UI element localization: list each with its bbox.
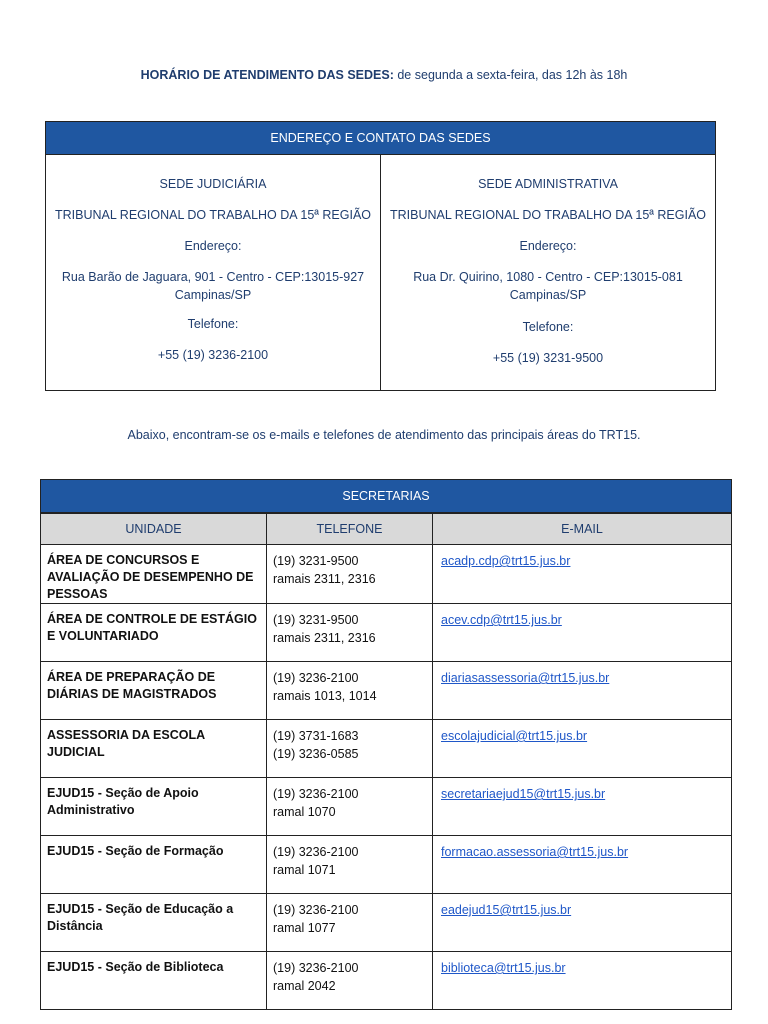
email-link[interactable]: eadejud15@trt15.jus.br (441, 903, 572, 917)
phone-extension: ramal 1071 (273, 863, 336, 877)
address-label: Endereço: (184, 239, 242, 253)
hours-label: HORÁRIO DE ATENDIMENTO DAS SEDES: (140, 68, 394, 82)
email-cell (433, 720, 732, 778)
email-link[interactable]: acadp.cdp@trt15.jus.br (441, 554, 571, 568)
column-header-email: E-MAIL (433, 513, 732, 545)
phone-cell (267, 662, 433, 720)
email-link[interactable]: formacao.assessoria@trt15.jus.br (441, 845, 629, 859)
unit-cell: ÁREA DE CONCURSOS E AVALIAÇÃO DE DESEMPENHO DE PESSOAS (41, 545, 267, 604)
phone-extension: ramal 1070 (273, 805, 336, 819)
phone-line: (19) 3231-9500 (273, 554, 359, 568)
email-cell (433, 662, 732, 720)
phone-cell (267, 778, 433, 836)
email-cell (433, 952, 732, 1010)
table-row (41, 662, 732, 720)
email-cell (433, 836, 732, 894)
email-cell (433, 778, 732, 836)
hours-line (0, 68, 768, 82)
address-line1: Rua Barão de Jaguara, 901 - Centro - CEP:13015-927 (61, 270, 365, 284)
email-cell (433, 894, 732, 952)
sede-org: TRIBUNAL REGIONAL DO TRABALHO DA 15ª REGIÃO (389, 208, 707, 222)
table-row (41, 778, 732, 836)
secretarias-table (40, 479, 732, 1010)
table-row (41, 720, 732, 778)
phone-label: Telefone: (187, 317, 239, 331)
phone-line: (19) 3231-9500 (273, 613, 359, 627)
phone-extension: ramal 1077 (273, 921, 336, 935)
phone-cell (267, 894, 433, 952)
phone-line: (19) 3236-2100 (273, 671, 359, 685)
unit-cell: EJUD15 - Seção de Formação (41, 836, 267, 894)
phone-line: (19) 3236-2100 (273, 961, 359, 975)
phone-extension: ramais 1013, 1014 (273, 689, 377, 703)
sede-administrativa (380, 155, 715, 391)
phone-line: (19) 3236-2100 (273, 845, 359, 859)
unit-cell: ASSESSORIA DA ESCOLA JUDICIAL (41, 720, 267, 778)
phone-value: +55 (19) 3236-2100 (157, 348, 269, 362)
table-row (41, 545, 732, 604)
address-label: Endereço: (519, 239, 577, 253)
phone-cell (267, 836, 433, 894)
email-link[interactable]: acev.cdp@trt15.jus.br (441, 613, 562, 627)
contact-table (45, 121, 716, 391)
email-cell (433, 604, 732, 662)
address-line1: Rua Dr. Quirino, 1080 - Centro - CEP:13015-081 (413, 270, 683, 284)
phone-cell (267, 720, 433, 778)
hours-value: de segunda a sexta-feira, das 12h às 18h (397, 68, 628, 82)
address-line2: Campinas/SP (509, 288, 587, 302)
contact-header: ENDEREÇO E CONTATO DAS SEDES (46, 122, 715, 155)
phone-extension: ramais 2311, 2316 (273, 631, 376, 645)
phone-line: (19) 3731-1683 (273, 729, 359, 743)
sede-judiciaria (46, 155, 380, 391)
phone-extension: ramal 2042 (273, 979, 336, 993)
table-row (41, 836, 732, 894)
table-row (41, 604, 732, 662)
sede-name: SEDE JUDICIÁRIA (159, 177, 267, 191)
email-cell (433, 545, 732, 604)
phone-line: (19) 3236-2100 (273, 903, 359, 917)
phone-cell (267, 952, 433, 1010)
secretarias-title: SECRETARIAS (41, 480, 732, 514)
phone-cell (267, 545, 433, 604)
unit-cell: ÁREA DE CONTROLE DE ESTÁGIO E VOLUNTARIADO (41, 604, 267, 662)
sede-name: SEDE ADMINISTRATIVA (478, 177, 618, 191)
table-row (41, 952, 732, 1010)
email-link[interactable]: diariasassessoria@trt15.jus.br (441, 671, 610, 685)
email-link[interactable]: secretariaejud15@trt15.jus.br (441, 787, 606, 801)
email-link[interactable]: escolajudicial@trt15.jus.br (441, 729, 588, 743)
phone-extension: ramais 2311, 2316 (273, 572, 376, 586)
address-line2: Campinas/SP (174, 288, 252, 302)
phone-label: Telefone: (522, 320, 574, 334)
phone-extension: (19) 3236-0585 (273, 747, 359, 761)
phone-line: (19) 3236-2100 (273, 787, 359, 801)
unit-cell: EJUD15 - Seção de Apoio Administrativo (41, 778, 267, 836)
column-header-unidade: UNIDADE (41, 513, 267, 545)
column-header-telefone: TELEFONE (267, 513, 433, 545)
unit-cell: EJUD15 - Seção de Biblioteca (41, 952, 267, 1010)
intro-text: Abaixo, encontram-se os e-mails e telefones de atendimento das principais áreas do TRT15. (127, 428, 641, 442)
sede-org: TRIBUNAL REGIONAL DO TRABALHO DA 15ª REGIÃO (54, 208, 372, 222)
table-row (41, 894, 732, 952)
phone-value: +55 (19) 3231-9500 (492, 351, 604, 365)
unit-cell: ÁREA DE PREPARAÇÃO DE DIÁRIAS DE MAGISTRADOS (41, 662, 267, 720)
unit-cell: EJUD15 - Seção de Educação a Distância (41, 894, 267, 952)
phone-cell (267, 604, 433, 662)
email-link[interactable]: biblioteca@trt15.jus.br (441, 961, 566, 975)
